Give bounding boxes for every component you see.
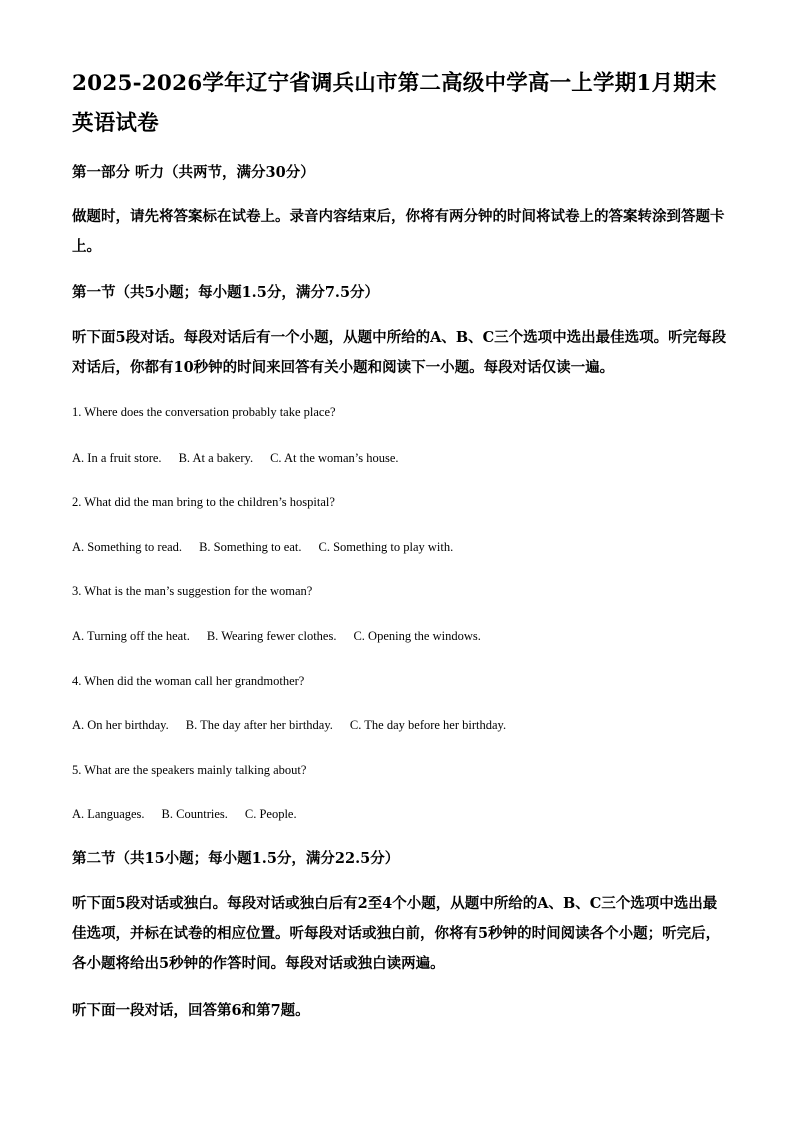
option-b: B. Wearing fewer clothes. (206, 629, 337, 643)
question-stem-1: 1. Where does the conversation probably take place? (72, 405, 336, 419)
question-options-4 (72, 716, 722, 734)
question-stem-2: 2. What did the man bring to the children’s hospital? (72, 495, 335, 509)
section1-instruction: 听下面5段对话。每段对话后有一个小题，从题中所给的A、B、C三个选项中选出最佳选项。听完每段对话后，你都有10秒钟的时间来回答有关小题和阅读下一小题。每段对话仅读一遍。 (72, 329, 727, 376)
question-stem-3: 3. What is the man’s suggestion for the woman? (72, 584, 313, 598)
question-options-1 (72, 449, 722, 467)
option-c: C. Something to play with. (318, 540, 454, 554)
question-options-5 (72, 805, 722, 823)
section2-heading: 第二节（共15小题；每小题1.5分，满分22.5分） (72, 850, 400, 867)
exam-title: 2025-2026学年辽宁省调兵山市第二高级中学高一上学期1月期末英语试卷 (72, 71, 717, 136)
option-c: C. At the woman’s house. (270, 451, 399, 465)
option-a: A. Languages. (72, 807, 145, 821)
question-options-2 (72, 538, 722, 556)
part1-heading: 第一部分 听力（共两节，满分30分） (72, 164, 315, 181)
option-b: B. At a bakery. (178, 451, 254, 465)
dialogue-intro: 听下面一段对话，回答第6和第7题。 (72, 1002, 310, 1019)
option-a: A. Something to read. (72, 540, 183, 554)
option-b: B. Countries. (161, 807, 228, 821)
option-b: B. The day after her birthday. (185, 718, 333, 732)
section1-heading: 第一节（共5小题；每小题1.5分，满分7.5分） (72, 284, 380, 301)
option-c: C. The day before her birthday. (349, 718, 507, 732)
question-stem-5: 5. What are the speakers mainly talking about? (72, 763, 307, 777)
option-a: A. Turning off the heat. (72, 629, 190, 643)
option-b: B. Something to eat. (199, 540, 302, 554)
listening-instruction: 做题时，请先将答案标在试卷上。录音内容结束后，你将有两分钟的时间将试卷上的答案转涂到答题卡上。 (72, 208, 725, 255)
section2-instruction: 听下面5段对话或独白。每段对话或独白后有2至4个小题，从题中所给的A、B、C三个选项中选出最佳选项，并标在试卷的相应位置。听每段对话或独白前，你将有5秒钟的时间阅读各个小题；听完后，各小题将给出5秒钟的作答时间。每段对话或独白读两遍。 (72, 895, 721, 972)
option-c: C. Opening the windows. (353, 629, 481, 643)
question-options-3 (72, 627, 722, 645)
option-c: C. People. (244, 807, 297, 821)
question-stem-4: 4. When did the woman call her grandmother? (72, 674, 305, 688)
option-a: A. In a fruit store. (72, 451, 162, 465)
option-a: A. On her birthday. (72, 718, 169, 732)
